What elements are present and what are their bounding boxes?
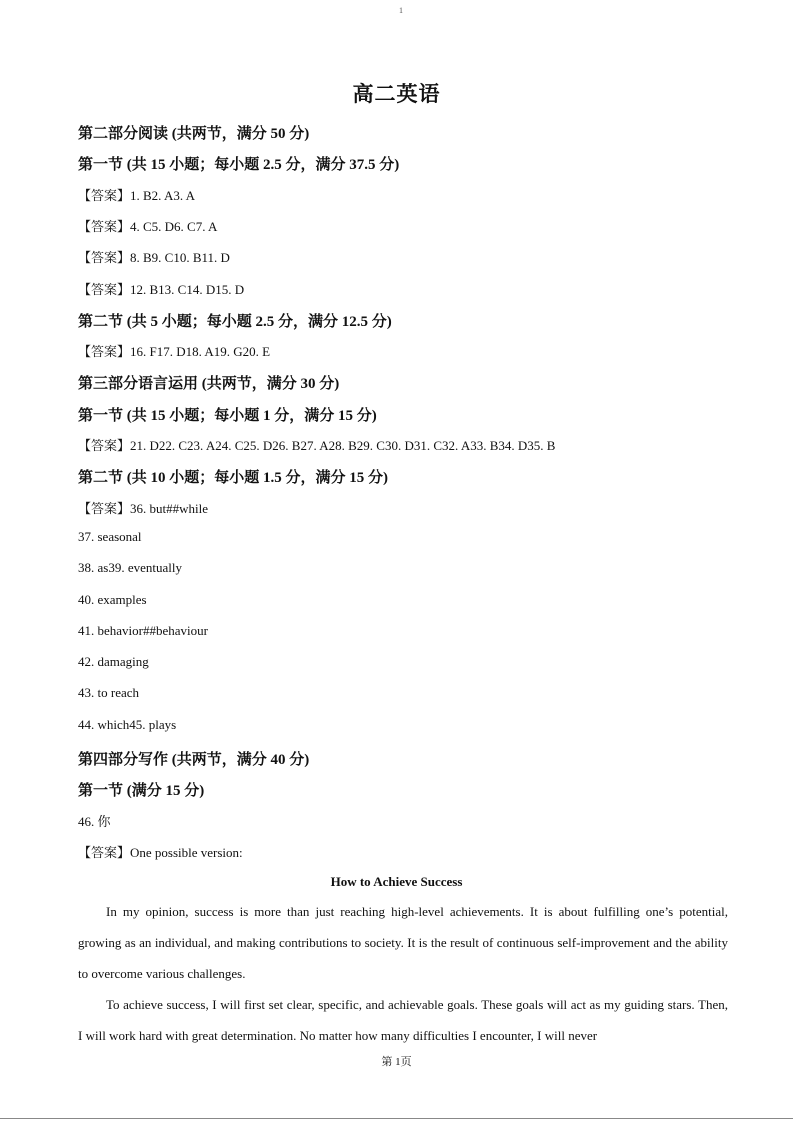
answer-line: 【答案】8. B9. C10. B11. D bbox=[78, 250, 230, 265]
header-mark: 1 bbox=[399, 6, 403, 15]
answer-line: 46. 你 bbox=[78, 814, 111, 829]
essay-title: How to Achieve Success bbox=[330, 874, 463, 889]
answer-line: 【答案】4. C5. D6. C7. A bbox=[78, 219, 218, 234]
answer-line: 【答案】16. F17. D18. A19. G20. E bbox=[78, 344, 271, 359]
section-heading: 第四部分写作 (共两节，满分 40 分) bbox=[78, 752, 310, 768]
section-heading: 第三部分语言运用 (共两节，满分 30 分) bbox=[78, 376, 340, 392]
essay-paragraph-2: To achieve success, I will first set clear, specific, and achievable goals. These goals will act as my guiding stars. Then, I will work hard with great determination. No matter how many difficulties I encounter, I will never bbox=[78, 997, 728, 1043]
answer-line: 【答案】12. B13. C14. D15. D bbox=[78, 282, 245, 297]
section-heading: 第一节 (共 15 小题；每小题 2.5 分，满分 37.5 分) bbox=[78, 157, 400, 173]
answer-line: 40. examples bbox=[78, 592, 147, 607]
answer-line: 42. damaging bbox=[78, 654, 149, 669]
page-title: 高二英语 bbox=[352, 82, 441, 106]
page-number: 第 1页 bbox=[381, 1056, 412, 1068]
answer-line: 38. as39. eventually bbox=[78, 560, 182, 575]
answer-line: 【答案】One possible version: bbox=[78, 845, 243, 860]
answer-line: 【答案】1. B2. A3. A bbox=[78, 188, 196, 203]
section-heading: 第二节 (共 10 小题；每小题 1.5 分，满分 15 分) bbox=[78, 470, 388, 486]
answer-line: 37. seasonal bbox=[78, 529, 142, 544]
section-heading: 第一节 (共 15 小题；每小题 1 分，满分 15 分) bbox=[78, 408, 377, 424]
bottom-divider bbox=[0, 1118, 793, 1119]
section-heading: 第二节 (共 5 小题；每小题 2.5 分，满分 12.5 分) bbox=[78, 314, 392, 330]
answer-line: 【答案】21. D22. C23. A24. C25. D26. B27. A28. B29. C30. D31. C32. A33. B34. D35. B bbox=[78, 438, 556, 453]
section-heading: 第二部分阅读 (共两节，满分 50 分) bbox=[78, 126, 310, 142]
essay-paragraph-1: In my opinion, success is more than just reaching high-level achievements. It is about fulfilling one’s potential, growing as an individual, and making contributions to society. It is the result of continuous self-improvement and the ability to overcome various challenges. bbox=[78, 904, 728, 981]
answer-line: 41. behavior##behaviour bbox=[78, 623, 208, 638]
essay-body bbox=[78, 896, 728, 1051]
section-heading: 第一节 (满分 15 分) bbox=[78, 783, 205, 799]
answer-line: 43. to reach bbox=[78, 685, 140, 700]
answer-line: 44. which45. plays bbox=[78, 717, 177, 732]
answer-line: 【答案】36. but##while bbox=[78, 501, 208, 516]
